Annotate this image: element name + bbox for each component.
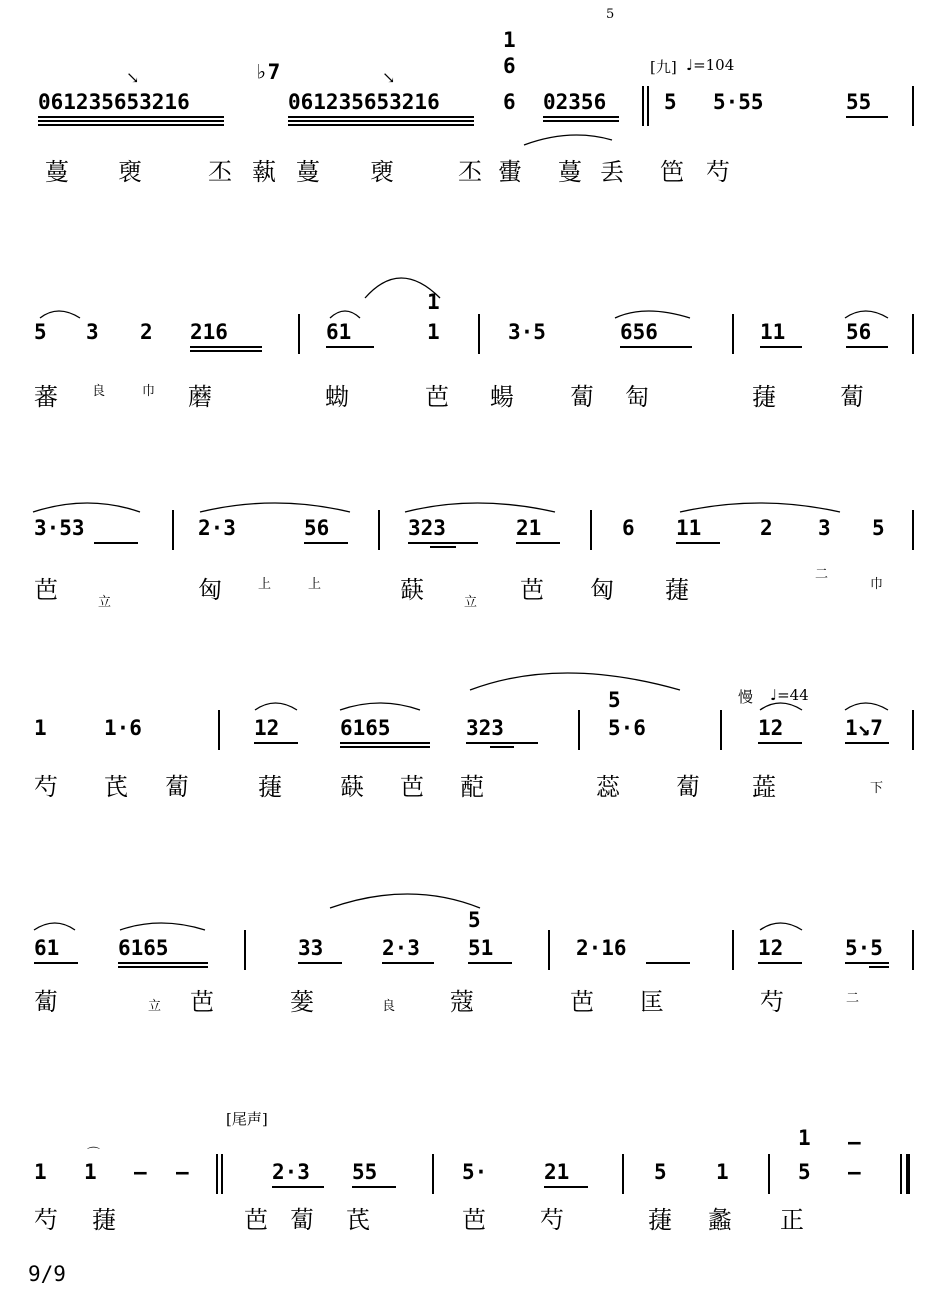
note-group: 3·53 — [34, 516, 85, 540]
underline — [543, 120, 619, 122]
tablature-mark: 二 — [846, 991, 860, 1006]
tablature-glyph: 蓜 — [460, 773, 484, 801]
barline — [432, 1154, 434, 1194]
tablature-mark: 立 — [464, 595, 478, 610]
slur — [680, 503, 840, 512]
section-label: [九] — [650, 58, 677, 76]
underline — [190, 350, 262, 352]
note-group: 061235653216 — [38, 90, 190, 114]
tablature-glyph: 蘑 — [188, 383, 212, 411]
tempo-marking: ♩=44 — [770, 686, 809, 704]
note: 2 — [140, 320, 153, 344]
tablature-glyph: 褏 — [118, 158, 142, 186]
note: 5 — [664, 90, 677, 114]
tablature-mark: 立 — [98, 595, 112, 610]
chord-note: 5 — [608, 688, 621, 712]
tablature-glyph: 蔓 — [45, 158, 69, 186]
note-group: 55 — [846, 90, 872, 114]
barline — [647, 86, 649, 126]
note-group: 1·6 — [104, 716, 142, 740]
barline — [768, 1154, 770, 1194]
tablature-glyph: 蓵 — [648, 1206, 672, 1234]
barline — [622, 1154, 624, 1194]
tablature-glyph: 蔔 — [570, 383, 594, 411]
barline — [912, 930, 914, 970]
note-group: 61 — [326, 320, 352, 344]
underline — [516, 542, 560, 544]
underline — [38, 120, 224, 122]
chord-note: 1 — [798, 1126, 811, 1150]
barline — [548, 930, 550, 970]
note-group: 2·3 — [198, 516, 236, 540]
note: 5 — [34, 320, 47, 344]
slur — [760, 923, 802, 930]
note-group: 1↘7 — [845, 716, 883, 740]
note: 1 — [34, 1160, 47, 1184]
tempo-marking: ♩=104 — [686, 56, 735, 74]
note: 1 — [427, 320, 440, 344]
note-group: 5·55 — [713, 90, 764, 114]
tablature-glyph: 芭 — [244, 1206, 268, 1234]
coda-label: [尾声] — [226, 1110, 268, 1128]
underline — [430, 546, 456, 548]
underline — [94, 542, 138, 544]
underline — [846, 116, 888, 118]
tablature-glyph: 蒛 — [400, 576, 424, 604]
tablature-glyph: 匈 — [198, 576, 222, 604]
tablature-glyph: 丕 — [458, 158, 482, 186]
note-group: 21 — [516, 516, 542, 540]
underline — [34, 962, 78, 964]
tablature-glyph: 蔔 — [290, 1206, 314, 1234]
underline — [468, 962, 512, 964]
underline — [118, 966, 208, 968]
tablature-glyph: 匡 — [640, 988, 664, 1016]
note-group: 33 — [298, 936, 324, 960]
slur — [330, 311, 360, 318]
tablature-glyph: 蓵 — [92, 1206, 116, 1234]
chord-note: 5 — [468, 908, 481, 932]
barline — [172, 510, 174, 550]
note: 3 — [818, 516, 831, 540]
underline — [490, 746, 514, 748]
underline — [760, 346, 802, 348]
slur — [760, 703, 802, 710]
note-group: 11 — [676, 516, 702, 540]
note-group: 21 — [544, 1160, 570, 1184]
note: 1 — [84, 1160, 97, 1184]
chord-note: 1 — [427, 290, 440, 314]
underline — [845, 742, 889, 744]
tablature-glyph: 芍 — [760, 988, 784, 1016]
underline — [869, 966, 889, 968]
dash: — — [848, 1130, 861, 1154]
barline — [298, 314, 300, 354]
tablature-glyph: 蔻 — [450, 988, 474, 1016]
slow-label: 慢 — [738, 688, 754, 706]
slur — [255, 703, 297, 710]
tablature-glyph: 芪 — [104, 773, 128, 801]
note-group: 323 — [466, 716, 504, 740]
note-group: 656 — [620, 320, 658, 344]
underline — [304, 542, 348, 544]
note-group: 02356 — [543, 90, 607, 114]
fermata-mark: ⌒ — [87, 1147, 101, 1162]
barline — [218, 710, 220, 750]
barline — [732, 930, 734, 970]
underline — [340, 742, 430, 744]
note-group: 61 — [34, 936, 60, 960]
tablature-glyph: 芍 — [34, 773, 58, 801]
tablature-mark: 上 — [258, 577, 272, 592]
note-group: 2·16 — [576, 936, 627, 960]
underline — [758, 742, 802, 744]
note-group: 323 — [408, 516, 446, 540]
underline — [38, 116, 224, 118]
note-group: 11 — [760, 320, 786, 344]
note-group: 5·5 — [845, 936, 883, 960]
underline — [326, 346, 374, 348]
note-group: 56 — [846, 320, 872, 344]
underline — [620, 346, 692, 348]
underline — [352, 1186, 396, 1188]
slur — [340, 703, 420, 710]
underline — [758, 962, 802, 964]
underline — [544, 1186, 588, 1188]
tablature-glyph: 匋 — [625, 383, 649, 411]
note-flat-seven: ♭7 — [255, 60, 281, 84]
tablature-glyph: 芪 — [346, 1206, 370, 1234]
note-group: 5· — [462, 1160, 488, 1184]
barline — [912, 86, 914, 126]
note-group: 5·6 — [608, 716, 646, 740]
tablature-glyph: 芭 — [520, 576, 544, 604]
tablature-glyph: 匈 — [590, 576, 614, 604]
tablature-glyph: 蔔 — [34, 988, 58, 1016]
slur — [524, 135, 612, 145]
note: 5 — [654, 1160, 667, 1184]
underline — [846, 346, 888, 348]
slur — [405, 503, 555, 512]
tablature-glyph: 正 — [780, 1206, 804, 1234]
tablature-glyph: 芭 — [425, 383, 449, 411]
note: 5 — [872, 516, 885, 540]
tablature-glyph: 丢 — [600, 158, 624, 186]
slur — [330, 894, 480, 908]
tablature-glyph: 蓻 — [252, 158, 276, 186]
chord-note: 6 — [503, 90, 516, 114]
tablature-glyph: 蠡 — [708, 1206, 732, 1234]
note: 6 — [622, 516, 635, 540]
chord-note: 6 — [503, 54, 516, 78]
slur — [845, 311, 888, 318]
underline — [118, 962, 208, 964]
note: 1 — [34, 716, 47, 740]
note-group: 3·5 — [508, 320, 546, 344]
tablature-glyph: 蓵 — [752, 383, 776, 411]
tablature-glyph: 蒛 — [340, 773, 364, 801]
tablature-glyph: 蔔 — [840, 383, 864, 411]
underline — [845, 962, 889, 964]
tablature-mark: 良 — [92, 384, 106, 399]
note-group: 51 — [468, 936, 494, 960]
tablature-mark: 下 — [870, 781, 884, 796]
final-barline-thick — [906, 1154, 910, 1194]
note: 5 — [798, 1160, 811, 1184]
tablature-glyph: 蔔 — [676, 773, 700, 801]
tablature-glyph: 芍 — [540, 1206, 564, 1234]
note-group: 6165 — [340, 716, 391, 740]
tablature-glyph: 褏 — [370, 158, 394, 186]
slur — [615, 311, 690, 318]
slur — [470, 673, 680, 690]
barline — [590, 510, 592, 550]
underline — [340, 746, 430, 748]
underline — [288, 124, 474, 126]
barline — [642, 86, 644, 126]
tablature-mark: 二 — [815, 567, 829, 582]
tablature-glyph: 蕃 — [34, 383, 58, 411]
tablature-glyph: 芍 — [706, 158, 730, 186]
underline — [646, 962, 690, 964]
underline — [254, 742, 298, 744]
tablature-glyph: 芭 — [570, 988, 594, 1016]
slur — [120, 923, 205, 930]
underline — [288, 116, 474, 118]
tablature-mark: 上 — [308, 577, 322, 592]
note-group: 2·3 — [382, 936, 420, 960]
dash: — — [848, 1160, 861, 1184]
tablature-glyph: 蓵 — [665, 576, 689, 604]
barline — [578, 710, 580, 750]
grace-note: 5 — [606, 7, 615, 22]
barline — [732, 314, 734, 354]
tablature-glyph: 蟗 — [498, 158, 522, 186]
underline — [382, 962, 434, 964]
underline — [466, 742, 538, 744]
note-group: 12 — [758, 716, 784, 740]
barline — [216, 1154, 218, 1194]
note-group: 061235653216 — [288, 90, 440, 114]
slur — [34, 923, 75, 930]
note: 1 — [716, 1160, 729, 1184]
tablature-glyph: 蜐 — [325, 383, 349, 411]
tablature-glyph: 芭 — [190, 988, 214, 1016]
note-group: 216 — [190, 320, 228, 344]
tablature-glyph: 蝪 — [490, 383, 514, 411]
tablature-glyph: 蓌 — [290, 988, 314, 1016]
page-number: 9/9 — [28, 1262, 66, 1286]
tablature-glyph: 蔓 — [296, 158, 320, 186]
barline — [912, 510, 914, 550]
tablature-mark: 良 — [382, 999, 396, 1014]
dash: — — [176, 1160, 189, 1184]
tablature-glyph: 芍 — [34, 1206, 58, 1234]
arrow-mark: ↘ — [382, 68, 396, 87]
underline — [408, 542, 478, 544]
tablature-mark: 立 — [148, 999, 162, 1014]
note: 2 — [760, 516, 773, 540]
barline — [221, 1154, 223, 1194]
underline — [543, 116, 619, 118]
tablature-glyph: 丕 — [208, 158, 232, 186]
underline — [298, 962, 342, 964]
tablature-glyph: 蕊 — [596, 773, 620, 801]
barline — [378, 510, 380, 550]
dash: — — [134, 1160, 147, 1184]
tablature-glyph: 笆 — [660, 158, 684, 186]
barline — [244, 930, 246, 970]
note-group: 56 — [304, 516, 330, 540]
final-barline — [900, 1154, 902, 1194]
tablature-glyph: 蔔 — [165, 773, 189, 801]
note-group: 12 — [758, 936, 784, 960]
underline — [676, 542, 720, 544]
slur — [200, 503, 350, 512]
note-group: 55 — [352, 1160, 378, 1184]
slur — [40, 311, 80, 318]
barline — [720, 710, 722, 750]
slur — [845, 703, 888, 710]
note-group: 6165 — [118, 936, 169, 960]
barline — [478, 314, 480, 354]
note: 3 — [86, 320, 99, 344]
note-group: 12 — [254, 716, 280, 740]
tablature-glyph: 蔓 — [558, 158, 582, 186]
tablature-glyph: 芭 — [400, 773, 424, 801]
tablature-mark: 巾 — [870, 577, 884, 592]
underline — [38, 124, 224, 126]
tablature-glyph: 蕋 — [752, 773, 776, 801]
note-group: 2·3 — [272, 1160, 310, 1184]
barline — [912, 710, 914, 750]
tablature-glyph: 芭 — [462, 1206, 486, 1234]
barline — [912, 314, 914, 354]
arrow-mark: ↘ — [126, 68, 140, 87]
tablature-glyph: 芭 — [34, 576, 58, 604]
tablature-glyph: 蓵 — [258, 773, 282, 801]
tablature-mark: 巾 — [142, 384, 156, 399]
slur — [33, 503, 140, 512]
underline — [190, 346, 262, 348]
underline — [272, 1186, 324, 1188]
chord-note: 1 — [503, 28, 516, 52]
underline — [288, 120, 474, 122]
